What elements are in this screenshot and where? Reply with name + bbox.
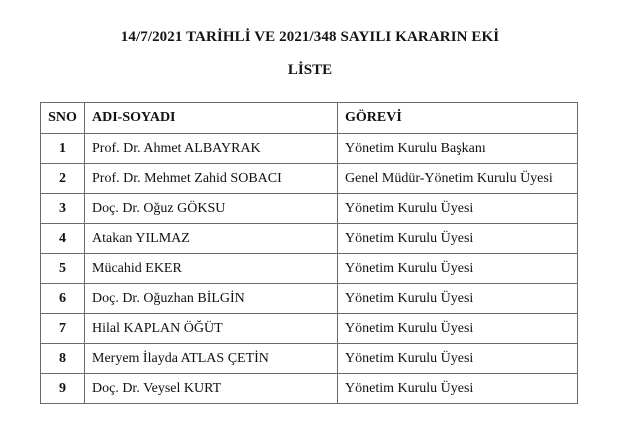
- cell-role: Yönetim Kurulu Üyesi: [338, 254, 578, 284]
- table-row: [41, 194, 578, 224]
- cell-sno: 7: [41, 314, 85, 344]
- cell-name: Meryem İlayda ATLAS ÇETİN: [85, 344, 338, 374]
- cell-sno: 2: [41, 164, 85, 194]
- table-row: [41, 254, 578, 284]
- cell-role: Genel Müdür-Yönetim Kurulu Üyesi: [338, 164, 578, 194]
- column-header-name: ADI-SOYADI: [85, 103, 338, 134]
- document-subtitle: LİSTE: [287, 62, 333, 78]
- cell-sno: 3: [41, 194, 85, 224]
- cell-role: Yönetim Kurulu Üyesi: [338, 344, 578, 374]
- table-header-row: [41, 103, 578, 134]
- cell-name: Doç. Dr. Veysel KURT: [85, 374, 338, 404]
- members-table: [40, 102, 578, 404]
- cell-role: Yönetim Kurulu Üyesi: [338, 224, 578, 254]
- cell-sno: 9: [41, 374, 85, 404]
- table-row: [41, 164, 578, 194]
- column-header-role: GÖREVİ: [338, 103, 578, 134]
- table-row: [41, 284, 578, 314]
- cell-name: Prof. Dr. Ahmet ALBAYRAK: [85, 134, 338, 164]
- cell-name: Hilal KAPLAN ÖĞÜT: [85, 314, 338, 344]
- cell-sno: 4: [41, 224, 85, 254]
- cell-sno: 6: [41, 284, 85, 314]
- table-row: [41, 374, 578, 404]
- cell-sno: 8: [41, 344, 85, 374]
- table-row: [41, 134, 578, 164]
- cell-name: Atakan YILMAZ: [85, 224, 338, 254]
- cell-sno: 5: [41, 254, 85, 284]
- cell-name: Prof. Dr. Mehmet Zahid SOBACI: [85, 164, 338, 194]
- cell-role: Yönetim Kurulu Üyesi: [338, 314, 578, 344]
- cell-role: Yönetim Kurulu Üyesi: [338, 194, 578, 224]
- table-row: [41, 344, 578, 374]
- column-header-sno: SNO: [41, 103, 85, 134]
- cell-role: Yönetim Kurulu Üyesi: [338, 374, 578, 404]
- cell-sno: 1: [41, 134, 85, 164]
- table-row: [41, 314, 578, 344]
- cell-role: Yönetim Kurulu Başkanı: [338, 134, 578, 164]
- document-title: 14/7/2021 TARİHLİ VE 2021/348 SAYILI KARARIN EKİ: [120, 29, 500, 45]
- cell-role: Yönetim Kurulu Üyesi: [338, 284, 578, 314]
- cell-name: Doç. Dr. Oğuzhan BİLGİN: [85, 284, 338, 314]
- table-row: [41, 224, 578, 254]
- cell-name: Mücahid EKER: [85, 254, 338, 284]
- cell-name: Doç. Dr. Oğuz GÖKSU: [85, 194, 338, 224]
